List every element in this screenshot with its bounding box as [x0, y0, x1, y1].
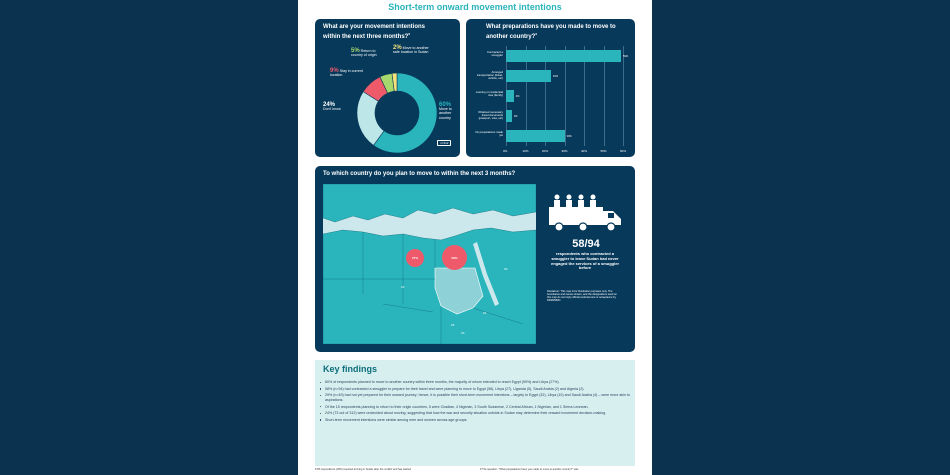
bar-category-label: Obtained necessary travel documents (passport, visa, etc): [478, 110, 503, 121]
bar: [506, 50, 621, 62]
bar: [506, 90, 514, 102]
x-tick-label: 20%: [542, 149, 549, 153]
map-minor-label: 2%: [451, 324, 455, 327]
key-findings-list: [319, 380, 630, 425]
donut-chart: [315, 19, 460, 157]
destination-map-panel: [315, 166, 635, 352]
bar-chart: [466, 19, 635, 157]
bar-value-label: 23%: [552, 74, 559, 78]
map-panel-title: To which country do you plan to move to within the next 3 months?: [323, 171, 516, 177]
x-tick-label: 30%: [561, 149, 568, 153]
region-map: [323, 184, 536, 344]
smuggler-stat-value: 58/94: [572, 238, 600, 250]
key-findings-title: Key findings: [323, 364, 378, 374]
list-item: 24% (73 out of 312) were undecided about moving, suggesting that how the war and security situation unfolds in Sudan may determine their onward movement decision-making.: [325, 411, 630, 415]
list-item: Short-term movement intentions were similar among men and women across age groups.: [325, 418, 630, 422]
x-tick-label: 60%: [620, 149, 627, 153]
preparations-panel: [466, 19, 635, 157]
bar-value-label: 4%: [515, 94, 520, 98]
donut-panel-title: What are your movement intentions within the next three months?$^8$: [323, 24, 426, 40]
movement-intentions-panel: [315, 19, 460, 157]
donut-label-60: 60% Move to another country: [439, 102, 452, 120]
list-item: 29% (n=49) had not yet prepared for their onward journey; hence, it is possible their short-term movement intentions – largely to Egypt (32), Libya (10) and Saudi Arabia (4) – were more akin to aspirations.: [325, 393, 630, 402]
donut-label-5: 5% Return to country of origin: [351, 48, 377, 58]
bar: [506, 110, 512, 122]
list-item: 58% (n=94) had contracted a smuggler to prepare for their travel and were planning to move to Egypt (58), Libya (27), Uganda (5), Saudi Arabia (2) and Algeria (2).: [325, 387, 630, 391]
smuggler-stat-text: respondents who contracted a smuggler to leave Sudan had never engaged the services of a smuggler before: [550, 251, 620, 271]
truck-icon: [547, 193, 625, 233]
key-findings-section: [315, 360, 635, 466]
page-title: Short-term onward movement intentions: [388, 2, 562, 12]
donut-label-24: 24% Don't know: [323, 102, 341, 112]
bar-value-label: 3%: [513, 114, 518, 118]
map-minor-label: 2%: [483, 312, 487, 315]
grid-line: [623, 46, 624, 146]
map-minor-label: 3%: [504, 268, 508, 271]
bar-value-label: 30%: [566, 134, 572, 138]
sample-size-badge: n=312: [437, 140, 451, 146]
donut-label-9: 9% Stay in current location: [330, 68, 363, 78]
bar-category-label: Contracted a smuggler: [486, 50, 503, 58]
list-item: Of the 15 respondents planning to return to their origin countries, 5 were Chadian, 4 Nigerian, 3 South Sudanese, 2 Central African, 1 Nigerian, and 1 Sierra Leonean.: [325, 405, 630, 409]
map-minor-label: 2%: [401, 286, 405, 289]
map-minor-label: 2%: [461, 332, 465, 335]
bar-panel-title: What preparations have you made to move to another country?$^9$: [486, 24, 616, 40]
donut-label-2: 2% Move to another safe location in Sudan: [393, 45, 429, 55]
x-tick-label: 40%: [581, 149, 588, 153]
map-bubble-libya: 27%: [406, 249, 424, 267]
bar-value-label: 59%: [623, 54, 629, 58]
bar-category-label: Arranged transportation (ticket, vehicle, etc): [476, 70, 503, 81]
footnote: 9 The question: "What preparations have you made to move to another country?" was: [480, 468, 579, 471]
bar: [506, 70, 551, 82]
bar-category-label: Leaving on residential visa (family): [475, 90, 503, 98]
list-item: 60% of respondents planned to move to another country within three months, the majority of whom intended to reach Egypt (59%) and Libya (27%).: [325, 380, 630, 384]
x-tick-label: 50%: [600, 149, 607, 153]
map-bubble-egypt: 59%: [442, 245, 467, 270]
map-disclaimer: Disclaimer: This map is for illustration purposes only. The boundaries and names shown, and the designations used on this map do not imply official endorsement or acceptance by DRMI/MMC.: [547, 290, 617, 303]
bar: [506, 130, 565, 142]
bar-category-label: No preparations made yet: [475, 130, 503, 138]
report-page: [298, 0, 652, 475]
footnote: 8 55 respondents (18%) reported arriving in Sudan after the conflict and has started: [315, 468, 411, 471]
x-tick-label: 10%: [522, 149, 529, 153]
x-tick-label: 0%: [503, 149, 508, 153]
